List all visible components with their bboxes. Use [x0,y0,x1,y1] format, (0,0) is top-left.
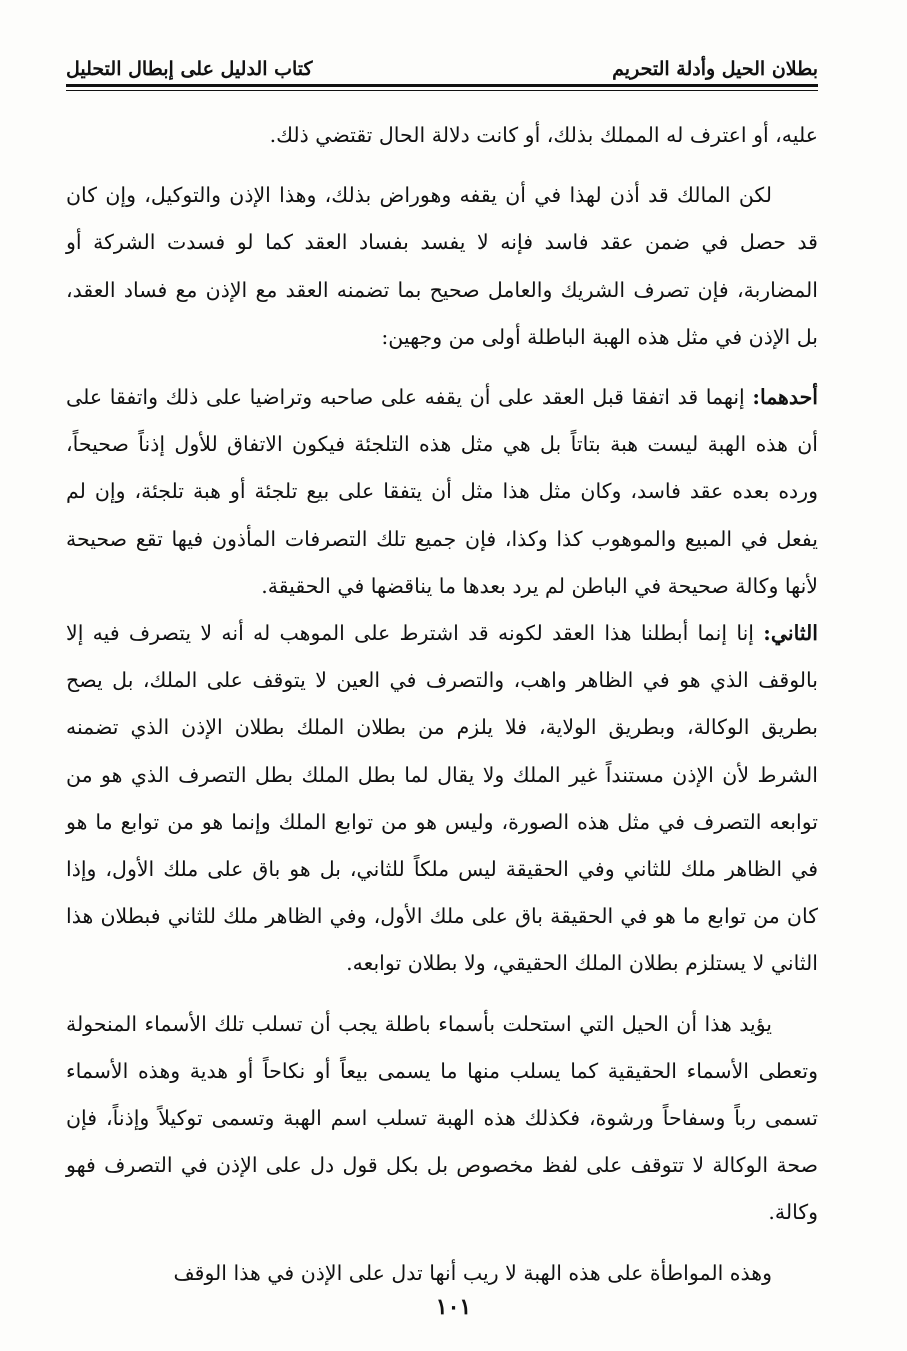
header-title-left: كتاب الدليل على إبطال التحليل [66,58,313,80]
header-title-right: بطلان الحيل وأدلة التحريم [612,58,818,80]
paragraph-text: وهذه المواطأة على هذه الهبة لا ريب أنها تدل على الإذن في هذا الوقف [173,1260,772,1285]
paragraph-text: عليه، أو اعترف له المملك بذلك، أو كانت دلالة الحال تقتضي ذلك. [269,123,818,147]
paragraph-text: إنا إنما أبطلنا هذا العقد لكونه قد اشترط على الموهب له أنه لا يتصرف فيه إلا بالوقف الذي هو في الظاهر واهب، والتصرف في العين لا يتوقف على الملك، بل يصح بطريق الوكالة، وبطريق الولاية، فلا يلزم من بطلان الملك بطلان الإذن الذي تضمنه الشرط لأن الإذن مستنداً غير الملك ولا يقال لما بطل الملك بطل التصرف الذي هو من توابعه التصرف في مثل هذه الصورة، وليس هو من توابع الملك وإنما هو من توابع ما هو في الظاهر ملك للثاني وفي الحقيقة ليس ملكاً للثاني، بل هو باق على ملك الأول، وإذا كان من توابع ما هو في الحقيقة باق على ملك الأول، وفي الظاهر ملك للثاني فبطلان هذا الثاني لا يستلزم بطلان الملك الحقيقي، ولا بطلان توابعه. [66,621,818,976]
paragraph-lead: الثاني: [763,621,818,646]
paragraph-text: لكن المالك قد أذن لهذا في أن يقفه وهوراض بذلك، وهذا الإذن والتوكيل، وإن كان قد حصل في ضمن عقد فاسد فإنه لا يفسد بفساد العقد كما لو فسدت الشركة أو المضاربة، فإن تصرف الشريك والعامل صحيح بما تضمنه العقد مع الإذن مع فساد العقد، بل الإذن في مثل هذه الهبة الباطلة أولى من وجهين: [66,183,818,349]
header-rule-thick [66,84,818,87]
paragraph-first-reason [66,374,818,610]
paragraph-last-line [66,1250,818,1297]
paragraph-second-reason [66,610,818,988]
running-header [66,46,818,80]
paragraph [66,1001,818,1237]
paragraph-text: يؤيد هذا أن الحيل التي استحلت بأسماء باطلة يجب أن تسلب تلك الأسماء المنحولة وتعطى الأسماء الحقيقية كما يسلب منها ما يسمى بيعاً أو نكاحاً أو هدية وهذه الأسماء تسمى رباً وسفاحاً ورشوة، فكذلك هذه الهبة تسلب اسم الهبة وتسمى توكيلاً وإذناً، فإن صحة الوكالة لا تتوقف على لفظ مخصوص بل بكل قول دل على الإذن في التصرف فهو وكالة. [66,1011,818,1225]
paragraph [66,172,818,361]
body-text [66,112,818,1297]
header-rule-thin [66,90,818,91]
paragraph-lead: أحدهما: [752,385,818,410]
page-number: ١٠١ [435,1294,472,1320]
paragraph-continuation [66,112,818,159]
paragraph-text: إنهما قد اتفقا قبل العقد على أن يقفه على صاحبه وتراضيا على ذلك واتفقا على أن هذه الهبة ليست هبة بتاتاً بل هي مثل هذه التلجئة فيكون الاتفاق للأول إذناً صحيحاً، ورده بعده عقد فاسد، وكان مثل هذا مثل أن يتفقا على بيع تلجئة أو هبة تلجئة، وإن لم يفعل في المبيع والموهوب كذا وكذا، فإن جميع تلك التصرفات المأذون فيها تقع صحيحة لأنها وكالة صحيحة في الباطن لم يرد بعدها ما يناقضها في الحقيقة. [66,385,818,598]
